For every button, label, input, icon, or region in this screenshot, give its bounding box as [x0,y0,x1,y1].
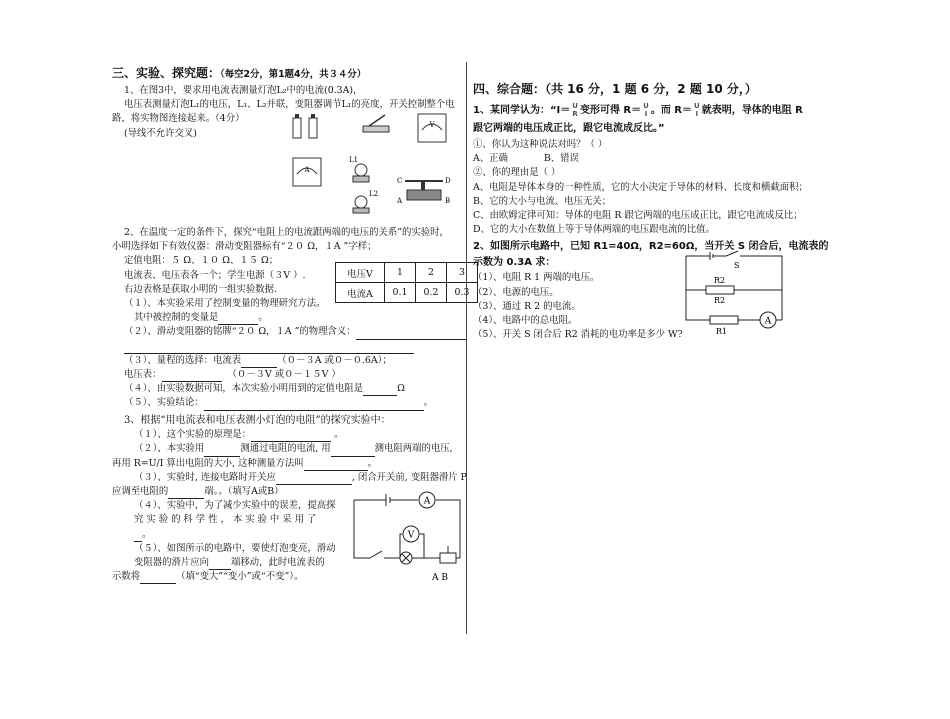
q3-s4-blank[interactable] [134,531,142,542]
q2-intro-line-3: 定值电阻：５ Ω、１０ Ω、１５ Ω； [124,255,279,267]
q2-s2-label: （２）、滑动变阻器的铭牌“２０ Ω，１A ”的物理含义： [124,326,356,338]
q1-line-2: 电压表测量灯泡L₁的电压，L₁、L₂并联，变阻器调节L₁的亮度，开关控制整个电 [124,99,455,111]
r-q2-line-1: 2、如图所示电路中，已知 R1=40Ω，R2=60Ω，当开关 S 闭合后，电流表的 [473,241,829,253]
q2-s2-blank[interactable] [356,329,466,340]
r-q1-line-1 [473,102,831,120]
r-q1-sub-2: ②、你的理由是（ ） [473,167,561,179]
battery-icon [293,114,317,138]
switch-icon [363,115,389,132]
fraction-denominator: R [572,110,578,118]
r-q1-text-c: 。而 R＝ [650,105,693,116]
reason-d[interactable]: D、它的大小在数值上等于导体两端的电压跟电流的比值。 [473,224,715,236]
r-q2-item-3: （3）、通过 R 2 的电流。 [473,300,581,312]
r2-label: R2 [714,276,726,285]
voltmeter-label: V [407,530,415,541]
section-3-title [112,64,460,84]
q2-s2-blank-2[interactable] [124,343,414,354]
q2-s3-ammeter-blank[interactable] [241,357,277,368]
table-cell: 2 [416,263,447,283]
voltmeter-icon [418,114,446,142]
label-a: A [397,197,403,205]
label-l1: L1 [349,156,359,164]
ammeter-symbol [419,492,435,508]
q3-s5-label-b: 变阻器的滑片应向 [134,557,210,569]
q2-s1-text: （１）、本实验采用了控制变量的物理研究方法。 [124,298,326,310]
q1-line-4: (导线不允许交叉) [124,127,197,139]
q3-s2-blank-3[interactable] [304,460,368,471]
q2-data-table [335,262,478,303]
q3-s3-label-d: 端。。（填写A或B） [204,486,284,498]
ammeter-label: A [423,496,431,507]
table-row [336,263,478,283]
question-2: 2、在温度一定的条件下，探究“电阻上的电流跟两端的电压的关系”的实验时， 小明选择如下有效仪器：滑动变阻器标有“２０ Ω，１A ”字样； 定值电阻：５ Ω、１０ Ω、１５ Ω； 电流表、电压表各一个；学生电源（３V ）. 右边表格是获取小明的一组实验数据. （１）、本实验采用了控制变量的物理研究方法。 其中被控制的变量是 。 （２）、滑动变阻器的铭牌“２０ Ω，１A ”的物理含义： （３）、量程的选择：电流表 （０－３A 或０－０.6A）； 电压表： （０－３V 或０－１５V ） （４）、由实验数据可知，本次实验小明用到的定值电阻是 Ω （５）、实验结论： 。 [112,226,460,411]
q3-s5-line-1: （５）、如图所示的电路中，要使灯泡变亮，滑动 [134,542,336,554]
r-q2-item-4: （4）、电路中的总电阻。 [473,315,578,327]
q2-s5-label: （５）、实验结论： [124,397,204,409]
question-3: 3、根据“用电流表和电压表测小灯泡的电阻”的探究实验中： （１）、这个实验的原理是： 。 （２）、本实验用 测通过电阻的电流, 用 测电阻两端的电压, 再用 R=U/I 算出电阻的大小, 这种测量方法叫 。 （３）、实验时, 连接电路时开关应 , 闭合开关前, 变阻器滑片 P 应调至电阻的 端。。（填写A或B） （４）、实验中，为了减少实验中的误差，提高探 究 实 验 的 科 学 性 ， 本 实 验 中 采 用 了 。 （５）、如图所示的电路中，要使灯泡变亮，滑动 变阻器的滑片应向 端移动，此时电流表的 示数将 （填“变大”“变小”或“不变”）。 [112,414,460,584]
r-q1-options [473,152,831,166]
r-q2-item-5: （5）、开关 S 闭合后 R2 消耗的电功率是多少 W? [473,329,683,341]
lamp-l2-icon [353,190,378,213]
q3-s3-label-b: , 闭合开关前, 变阻器滑片 P [351,471,467,483]
fraction-denominator: I [695,110,699,118]
q3-s5-blank-1[interactable] [209,559,231,570]
rheostat-icon [396,177,451,205]
table-cell: 0.2 [416,283,447,303]
r-q1-sub-1: ①、你认为这种说法对吗？（ ） [473,139,608,150]
q2-s4-label: （４）、由实验数据可知，本次实验小明用到的定值电阻是 [124,383,364,395]
label-c: C [397,177,403,185]
voltmeter-symbol [403,526,419,542]
fraction-u-over-r [572,102,578,118]
r-q1-text-b: 变形可得 R＝ [579,105,642,116]
reason-c[interactable]: C、由欧姆定律可知：导体的电阻 R 跟它两端的电压成正比，跟它电流成反比； [473,210,803,222]
q3-s2-label-d: 再用 R=U/I 算出电阻的大小, 这种测量方法叫 [112,457,304,469]
fraction-denominator: I [644,110,648,118]
lamp-symbol [400,552,412,564]
q3-s4-line-1: （４）、实验中，为了减少实验中的误差，提高探 [134,500,336,512]
r-q1-line-2: 跟它两端的电压成正比，跟它电流成反比。” [473,123,665,134]
r-q2-item-2: （2）、电源的电压。 [473,286,559,298]
q3-s3-blank-1[interactable] [276,474,352,485]
section-4-title: 四、综合题：（共 16 分，1 题 6 分，2 题 10 分，） [473,82,757,96]
section-3-heading: 三、实验、探究题： [112,66,221,80]
q3-s5-blank-2[interactable] [140,573,176,584]
table-cell: 1 [385,263,416,283]
q2-s3-voltmeter-label: 电压表： [124,369,162,381]
option-a[interactable]: A、正确 [473,153,508,165]
q2-s5-blank[interactable] [204,400,424,411]
figure-3-apparatus [285,110,460,215]
reason-a[interactable]: A、电阻是导体本身的一种性质，它的大小决定于导体的材料、长度和横截面积； [473,181,808,193]
fraction-u-over-i [643,102,649,118]
q2-s1-label: 其中被控制的变量是 [134,312,219,324]
label-d: D [445,177,451,185]
q2-intro-line-1: 2、在温度一定的条件下，探究“电阻上的电流跟两端的电压的关系”的实验时， [124,227,449,238]
q2-s4-blank[interactable] [363,385,397,396]
table-cell: 电流A [336,283,385,303]
label-b: B [445,197,451,205]
q3-s5-label-c: 端移动，此时电流表的 [231,557,325,569]
r-q2-item-1: （1）、电阻 R 1 两端的电压。 [473,272,600,284]
fraction-u-over-i-2 [694,102,700,118]
switch-label: S [734,261,740,270]
reason-b[interactable]: B、它的大小与电流、电压无关； [473,195,612,207]
q2-intro-line-4: 电流表、电压表各一个；学生电源（３V ）. [124,269,306,281]
q3-s1-label: （１）、这个实验的原理是： [134,429,252,441]
svg-text:A: A [304,166,310,174]
table-cell: 电压V [336,263,385,283]
label-l2: L2 [369,190,379,198]
q2-s1-blank[interactable] [218,314,258,325]
q3-s2-label-c: 测电阻两端的电压, [374,443,453,455]
q3-s4-line-2: 究 实 验 的 科 学 性 ， 本 实 验 中 采 用 了 [134,514,317,526]
q3-s2-blank-1[interactable] [204,446,240,457]
q3-title: 3、根据“用电流表和电压表测小灯泡的电阻”的探究实验中： [124,415,391,426]
table-cell: 0.1 [385,283,416,303]
fraction-numerator: U [572,102,578,110]
q3-s5-label-e: （填“变大”“变小”或“不变”）。 [176,571,304,583]
q3-s3-blank-2[interactable] [168,488,204,499]
svg-text:V: V [429,121,435,129]
section-3-score-note: （每空2分，第1题4分，共３４分） [220,69,367,80]
rheostat-terminal-labels: A B [432,573,448,583]
table-cell: 0.3 [447,283,478,303]
r-q1-text-a: 1、某同学认为：“I＝ [473,105,571,116]
lamp-l1-icon [349,156,369,182]
q2-s3-ammeter-label: （３）、量程的选择：电流表 [124,354,242,366]
q2-s4-unit: Ω [397,383,405,395]
q3-s5-label-d: 示数将 [112,571,141,583]
q1-line-1: 1、在图3中，要求用电流表测量灯泡L₂中的电流(0.3A)， [124,85,363,96]
q3-s3-label-a: （３）、实验时, 连接电路时开关应 [134,471,276,483]
q3-s3-label-c: 应调至电阻的 [112,486,169,498]
table-row [336,283,478,303]
fraction-numerator: U [694,102,700,110]
option-b[interactable]: B、错误 [543,153,579,165]
column-divider [466,62,467,634]
ammeter-icon [293,158,321,186]
r-q1-text-d: 就表明，导体的电阻 R [701,105,803,116]
q2-s3-voltmeter-options: （０－３V 或０－１５V ） [227,369,341,381]
q2-intro-line-2: 小明选择如下有效仪器：滑动变阻器标有“２０ Ω，１A ”字样； [112,241,377,253]
ammeter-label: A [764,316,772,327]
q3-s2-label-b: 测通过电阻的电流, 用 [240,443,331,455]
q3-s1-blank[interactable] [251,431,331,442]
r1-label: R1 [716,327,728,336]
q3-circuit-diagram [344,488,464,584]
q1-line-3: 路，将实物图连接起来。（4分） [112,113,245,125]
q2-s3-ammeter-options: （０－３A 或０－０.6A）； [277,354,392,366]
r-q2-line-2: 示数为 0.3A 求： [473,257,556,269]
q3-s2-blank-2[interactable] [331,446,375,457]
q3-s2-label-a: （２）、本实验用 [134,443,205,455]
table-cell: 3 [447,263,478,283]
r2-label-lower: R2 [714,296,726,305]
q2-s3-voltmeter-blank[interactable] [162,371,222,382]
fraction-numerator: U [643,102,649,110]
q2-intro-line-5: 右边表格是获取小明的一组实验数据. [124,283,277,295]
r-q2-circuit-diagram [676,250,796,340]
